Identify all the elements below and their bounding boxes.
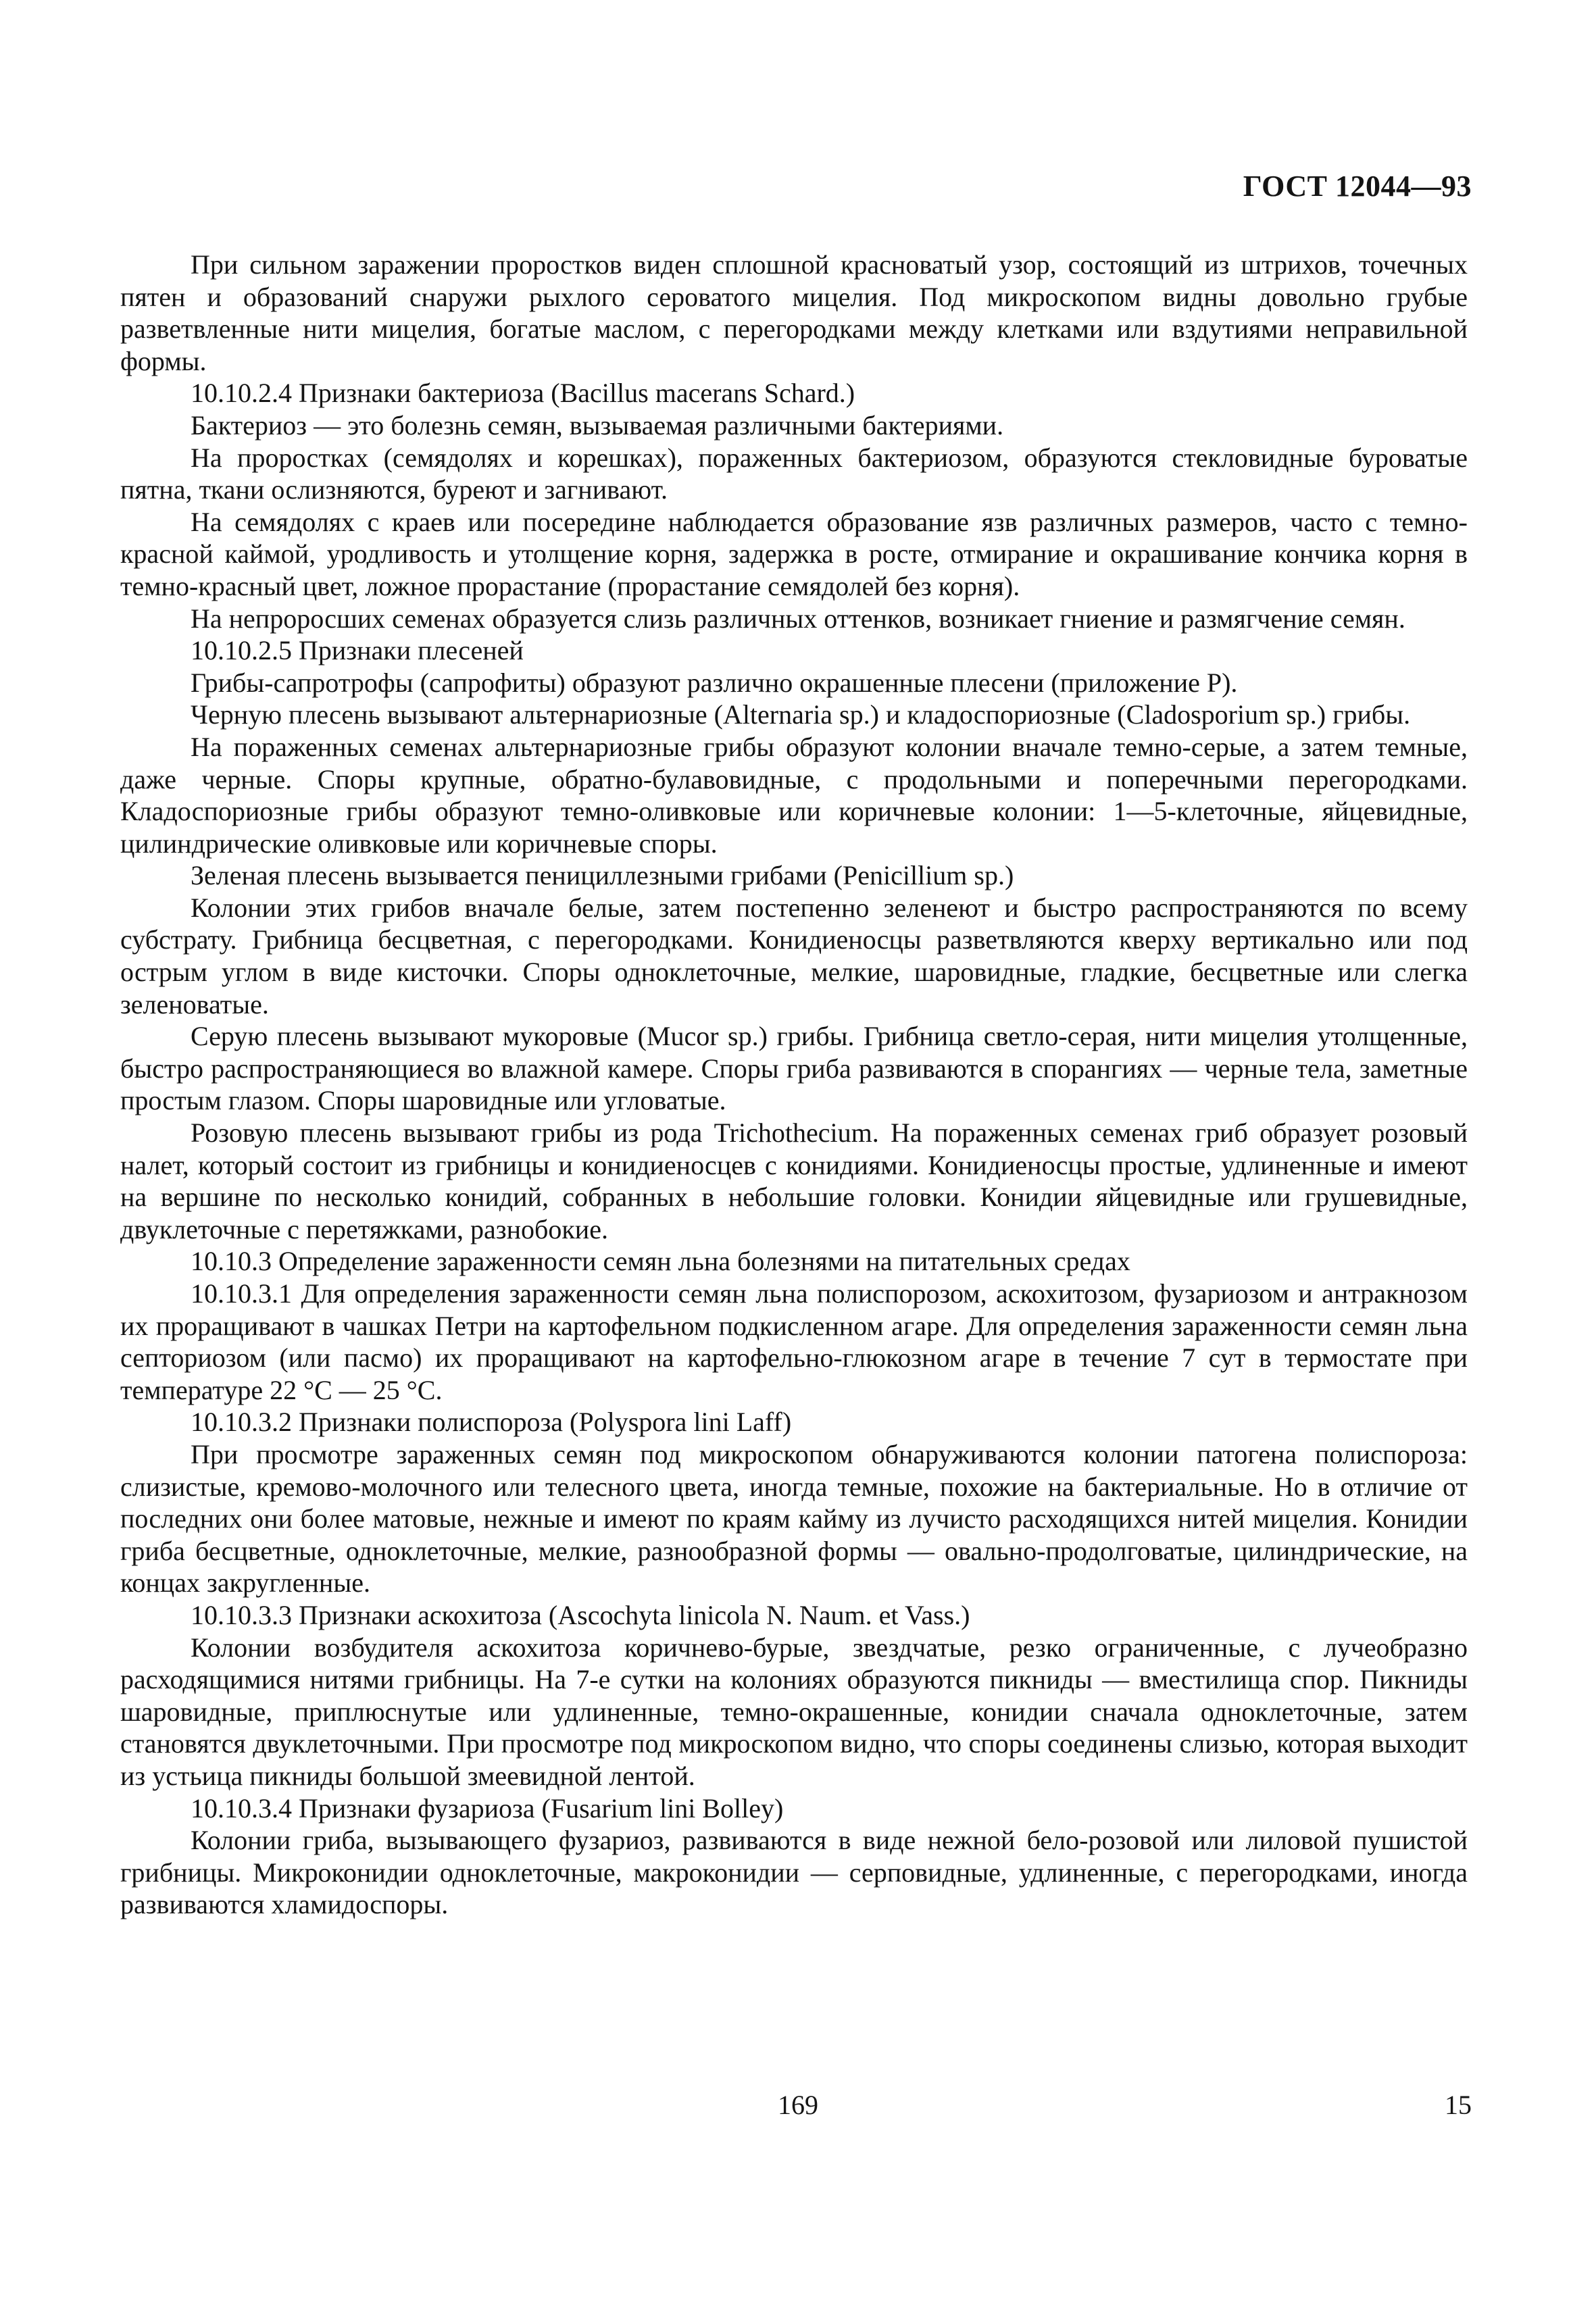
paragraph: Серую плесень вызывают мукоровые (Mucor sp.) грибы. Грибница светло-серая, нити мицелия утолщенные, быстро распространяющиеся во влажной камере. Споры гриба развиваются в спорангиях — черные тела, заметные простым глазом. Споры шаровидные или угловатые. xyxy=(120,1021,1468,1116)
paragraph: Бактериоз — это болезнь семян, вызываемая различными бактериями. xyxy=(191,409,1004,441)
section-heading-fusariosis: 10.10.3.4 Признаки фузариоза (Fusarium lini Bolley) xyxy=(191,1792,784,1823)
paragraph: При просмотре зараженных семян под микроскопом обнаруживаются колонии патогена полиспороза: слизистые, кремово-молочного или телесного цвета, иногда темные, похожие на бактериальные. Но в отличие от последних они более матовые, нежные и имеют по краям кайму из лучисто расходящихся нитей мицелия. Конидии гриба бесцветные, одноклеточные, мелкие, разнообразной формы — овально-продолговатые, цилиндрические, на концах закругленные. xyxy=(120,1438,1468,1599)
paragraph: На непроросших семенах образуется слизь различных оттенков, возникает гниение и размягчение семян. xyxy=(191,603,1405,634)
section-heading-ascochytosis: 10.10.3.3 Признаки аскохитоза (Ascochyta linicola N. Naum. et Vass.) xyxy=(191,1599,970,1630)
section-heading-nutrient-media: 10.10.3 Определение зараженности семян льна болезнями на питательных средах xyxy=(191,1246,1130,1277)
page-number: 15 xyxy=(1445,2090,1472,2120)
section-heading-polysporosis: 10.10.3.2 Признаки полиспороза (Polyspora lini Laff) xyxy=(191,1407,792,1438)
paragraph: 10.10.3.1 Для определения зараженности семян льна полиспорозом, аскохитозом, фузариозом и антракнозом их проращивают в чашках Петри на картофельном подкисленном агаре. Для определения зараженности семян льна септориозом (или пасмо) их проращивают на картофельно-глюкозном агаре в течение 7 сут в термостате при температуре 22 °С — 25 °С. xyxy=(120,1278,1468,1405)
paragraph: Грибы-сапротрофы (сапрофиты) образуют различно окрашенные плесени (приложение Р). xyxy=(191,667,1238,698)
paragraph: Зеленая плесень вызывается пенициллезными грибами (Penicillium sp.) xyxy=(191,860,1014,891)
paragraph: При сильном заражении проростков виден сплошной красноватый узор, состоящий из штрихов, точечных пятен и образований снаружи рыхлого сероватого мицелия. Под микроскопом видны довольно грубые разветвленные нити мицелия, богатые маслом, с перегородками между клетками или вздутиями неправильной формы. xyxy=(120,249,1468,376)
standard-designation: ГОСТ 12044—93 xyxy=(1243,170,1472,203)
paragraph: Розовую плесень вызывают грибы из рода Trichothecium. На пораженных семенах гриб образует розовый налет, который состоит из грибницы и конидиеносцев с конидиями. Конидиеносцы простые, удлиненные и имеют на вершине по несколько конидий, собранных в небольшие головки. Конидии яйцевидные или грушевидные, двуклеточные с перетяжками, разнобокие. xyxy=(120,1117,1468,1244)
paragraph: На семядолях с краев или посередине наблюдается образование язв различных размеров, часто с темно-красной каймой, уродливость и утолщение корня, задержка в росте, отмирание и окрашивание кончика корня в темно-красный цвет, ложное прорастание (прорастание семядолей без корня). xyxy=(120,506,1468,601)
paragraph: На проростках (семядолях и корешках), пораженных бактериозом, образуются стекловидные буроватые пятна, ткани ослизняются, буреют и загнивают. xyxy=(120,442,1468,505)
paragraph: Колонии возбудителя аскохитоза коричнево-бурые, звездчатые, резко ограниченные, с лучеобразно расходящимися нитями грибницы. На 7-е сутки на колониях образуются пикниды — вместилища спор. Пикниды шаровидные, приплюснутые или удлиненные, темно-окрашенные, конидии сначала одноклеточные, затем становятся двуклеточными. При просмотре под микроскопом видно, что споры соединены слизью, которая выходит из устьица пикниды большой змеевидной лентой. xyxy=(120,1632,1468,1791)
paragraph: На пораженных семенах альтернариозные грибы образуют колонии вначале темно-серые, а затем темные, даже черные. Споры крупные, обратно-булавовидные, с продольными и поперечными перегородками. Кладоспориозные грибы образуют темно-оливковые или коричневые колонии: 1—5-клеточные, яйцевидные, цилиндрические оливковые или коричневые споры. xyxy=(120,731,1468,859)
section-heading-molds: 10.10.2.5 Признаки плесеней xyxy=(191,635,524,666)
volume-page-number: 169 xyxy=(778,2090,818,2120)
paragraph: Колонии гриба, вызывающего фузариоз, развиваются в виде нежной бело-розовой или лиловой пушистой грибницы. Микроконидии одноклеточные, макроконидии — серповидные, удлиненные, с перегородками, иногда развиваются хламидоспоры. xyxy=(120,1825,1468,1920)
document-body xyxy=(120,249,1468,1921)
section-heading-bacteriosis: 10.10.2.4 Признаки бактериоза (Bacillus macerans Schard.) xyxy=(191,378,855,409)
paragraph: Колонии этих грибов вначале белые, затем постепенно зеленеют и быстро распространяются по всему субстрату. Грибница бесцветная, с перегородками. Конидиеносцы разветвляются кверху вертикально или под острым углом в виде кисточки. Споры одноклеточные, мелкие, шаровидные, гладкие, бесцветные или слегка зеленоватые. xyxy=(120,892,1468,1020)
paragraph: Черную плесень вызывают альтернариозные (Alternaria sp.) и кладоспориозные (Cladosporium sp.) грибы. xyxy=(191,699,1411,730)
